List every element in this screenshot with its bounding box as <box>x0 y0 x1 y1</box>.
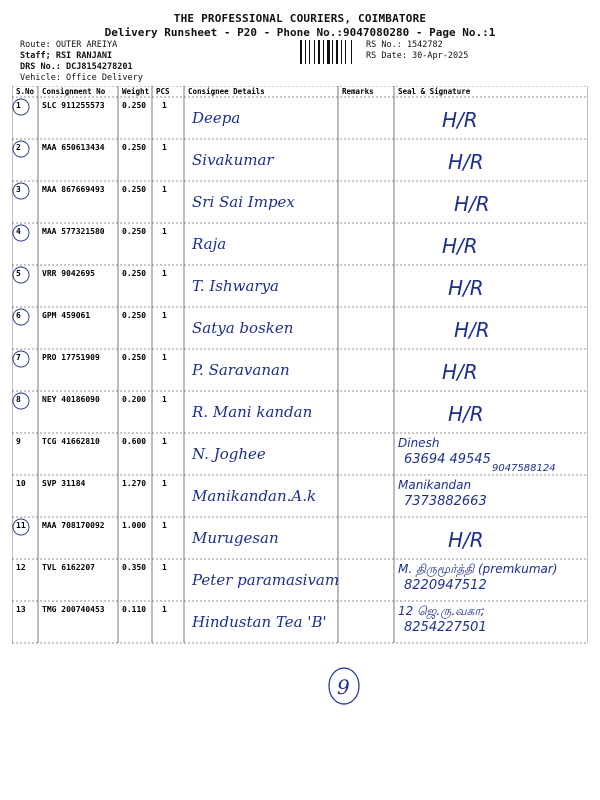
table-row <box>13 351 478 384</box>
row-seal-handwritten: H/R <box>448 150 484 174</box>
table-row <box>16 562 557 593</box>
table-row <box>13 141 484 174</box>
row-pcs: 1 <box>162 353 167 362</box>
company-title: THE PROFESSIONAL COURIERS, COIMBATORE <box>173 12 427 25</box>
barcode-bar <box>318 40 320 64</box>
row-consignment-no: NEY 40186090 <box>42 395 100 404</box>
row-seal-handwritten: Manikandan <box>398 478 472 492</box>
row-pcs: 1 <box>162 227 167 236</box>
row-seal-handwritten: 12 ஜெ.ரு.வகா; <box>398 604 485 618</box>
row-sno: 3 <box>16 185 21 194</box>
row-seal-handwritten: H/R <box>454 192 490 216</box>
row-weight: 0.350 <box>122 563 147 572</box>
column-header-consignee: Consignee Details <box>188 87 265 96</box>
row-seal-handwritten: H/R <box>454 318 490 342</box>
barcode-bar <box>316 40 317 64</box>
row-weight: 0.200 <box>122 395 147 404</box>
row-weight: 0.600 <box>122 437 147 446</box>
row-consignee-handwritten: Hindustan Tea 'B' <box>192 613 327 631</box>
row-pcs: 1 <box>162 185 167 194</box>
column-header-remarks: Remarks <box>342 87 374 96</box>
row-consignee-handwritten: Satya bosken <box>192 319 294 337</box>
runsheet-subtitle: Delivery Runsheet - P20 - Phone No.:9047080280 - Page No.:1 <box>104 26 496 39</box>
column-header-pcs: PCS <box>156 87 170 96</box>
row-consignment-no: TCG 41662810 <box>42 437 100 446</box>
row-pcs: 1 <box>162 311 167 320</box>
row-consignment-no: SVP 31184 <box>42 479 86 488</box>
row-consignment-no: SLC 911255573 <box>42 101 105 110</box>
row-seal-phone: 8220947512 <box>404 578 487 593</box>
table-row <box>13 225 478 258</box>
barcode-bar <box>303 40 304 64</box>
row-consignee-handwritten: Sri Sai Impex <box>192 193 295 211</box>
row-pcs: 1 <box>162 479 167 488</box>
row-seal-handwritten: H/R <box>442 234 478 258</box>
row-weight: 0.250 <box>122 143 147 152</box>
barcode-bar <box>334 40 335 64</box>
table-row <box>13 267 484 300</box>
row-sno: 8 <box>16 395 21 404</box>
barcode-bar <box>323 40 324 64</box>
row-pcs: 1 <box>162 563 167 572</box>
row-weight: 0.110 <box>122 605 147 614</box>
row-weight: 0.250 <box>122 353 147 362</box>
row-sno: 4 <box>16 227 21 236</box>
row-pcs: 1 <box>162 395 167 404</box>
table-body <box>13 99 557 635</box>
route-info <box>20 40 143 84</box>
row-consignment-no: PRO 17751909 <box>42 353 100 362</box>
count-mark-text: 9 <box>337 675 350 699</box>
barcode-bar <box>332 40 333 64</box>
table-row <box>16 604 487 635</box>
row-pcs: 1 <box>162 521 167 530</box>
row-weight: 1.000 <box>122 521 147 530</box>
row-consignee-handwritten: T. Ishwarya <box>192 277 279 295</box>
runsheet-table <box>12 86 588 656</box>
row-weight: 0.250 <box>122 311 147 320</box>
row-consignment-no: MAA 708170092 <box>42 521 105 530</box>
row-consignment-no: VRR 9042695 <box>42 269 95 278</box>
barcode-bar <box>300 40 302 64</box>
column-header-weight: Weight <box>122 87 150 96</box>
row-consignment-no: TMG 200740453 <box>42 605 105 614</box>
table-row <box>16 436 556 474</box>
row-weight: 0.250 <box>122 101 147 110</box>
staff-text: Staff; RSI RANJANI <box>20 51 113 61</box>
barcode-bar <box>341 40 343 64</box>
page-count-mark <box>326 664 366 708</box>
column-header-seal: Seal & Signature <box>398 87 471 96</box>
barcode-bar <box>314 40 315 64</box>
row-consignee-handwritten: Raja <box>192 235 227 253</box>
barcode-bar <box>306 40 308 64</box>
row-sno: 6 <box>16 311 21 320</box>
barcode-bar <box>347 40 350 64</box>
table-row <box>13 519 484 552</box>
row-seal-handwritten: Dinesh <box>398 436 440 450</box>
table-header-row <box>16 87 471 96</box>
rs-number: RS No.: 1542782 <box>366 40 443 50</box>
row-consignee-handwritten: Manikandan.A.k <box>192 487 317 505</box>
barcode-bar <box>331 40 332 64</box>
row-consignee-handwritten: Deepa <box>192 109 241 127</box>
row-sno: 1 <box>16 101 21 110</box>
row-consignee-handwritten: Peter paramasivam <box>192 571 340 589</box>
rs-info <box>366 40 468 62</box>
vehicle-text: Vehicle: Office Delivery <box>20 73 143 83</box>
row-sno: 13 <box>16 605 26 614</box>
barcode-bar <box>321 40 322 64</box>
barcode-bar <box>336 40 338 64</box>
row-consignee-handwritten: P. Saravanan <box>192 361 290 379</box>
row-consignment-no: MAA 577321580 <box>42 227 105 236</box>
row-pcs: 1 <box>162 437 167 446</box>
table-row <box>13 393 484 426</box>
row-sno: 2 <box>16 143 21 152</box>
row-seal-handwritten: H/R <box>448 402 484 426</box>
rs-date: RS Date: 30-Apr-2025 <box>366 51 469 61</box>
row-seal-phone-2: 9047588124 <box>492 463 556 474</box>
row-sno: 7 <box>16 353 21 362</box>
barcode-bar <box>343 40 344 64</box>
barcode-bar <box>352 40 354 64</box>
barcode-bar <box>305 40 306 64</box>
row-weight: 0.250 <box>122 227 147 236</box>
row-seal-phone: 8254227501 <box>404 620 487 635</box>
row-weight: 1.270 <box>122 479 147 488</box>
row-consignment-no: TVL 6162207 <box>42 563 95 572</box>
row-seal-handwritten: H/R <box>448 276 484 300</box>
barcode-bar <box>327 40 330 64</box>
row-seal-handwritten: H/R <box>448 528 484 552</box>
row-seal-phone: 7373882663 <box>404 494 487 509</box>
drs-text: DRS No.: DCJ8154278201 <box>20 62 133 72</box>
barcode-bar <box>345 40 346 64</box>
route-text: Route: OUTER AREIYA <box>20 40 118 50</box>
column-header-sno: S.No <box>16 87 35 96</box>
row-seal-handwritten: M. திருமூர்த்தி (premkumar) <box>398 562 558 576</box>
row-sno: 11 <box>16 521 26 530</box>
row-sno: 9 <box>16 437 21 446</box>
row-pcs: 1 <box>162 143 167 152</box>
row-consignee-handwritten: Murugesan <box>192 529 279 547</box>
table-row <box>13 99 478 132</box>
row-sno: 5 <box>16 269 21 278</box>
row-pcs: 1 <box>162 605 167 614</box>
table-grid <box>12 86 588 643</box>
row-sno: 12 <box>16 563 26 572</box>
table-row <box>13 183 490 216</box>
barcode-bar <box>309 40 310 64</box>
row-pcs: 1 <box>162 269 167 278</box>
barcode-bar <box>339 40 340 64</box>
row-seal-handwritten: H/R <box>442 360 478 384</box>
barcode-bar <box>324 40 326 64</box>
row-consignee-handwritten: Sivakumar <box>192 151 274 169</box>
table-row <box>16 478 487 509</box>
row-pcs: 1 <box>162 101 167 110</box>
row-weight: 0.250 <box>122 185 147 194</box>
row-consignment-no: GPM 459061 <box>42 311 91 320</box>
row-sno: 10 <box>16 479 26 488</box>
row-consignee-handwritten: R. Mani kandan <box>192 403 313 421</box>
barcode-bar <box>351 40 352 64</box>
barcode-image <box>300 40 354 64</box>
row-seal-phone: 63694 49545 <box>404 452 491 467</box>
row-consignment-no: MAA 650613434 <box>42 143 105 152</box>
row-weight: 0.250 <box>122 269 147 278</box>
barcode-bar <box>311 40 314 64</box>
row-seal-handwritten: H/R <box>442 108 478 132</box>
row-consignee-handwritten: N. Joghee <box>192 445 266 463</box>
column-header-consignment: Consignment No <box>42 87 106 96</box>
row-consignment-no: MAA 867669493 <box>42 185 105 194</box>
table-row <box>13 309 490 342</box>
